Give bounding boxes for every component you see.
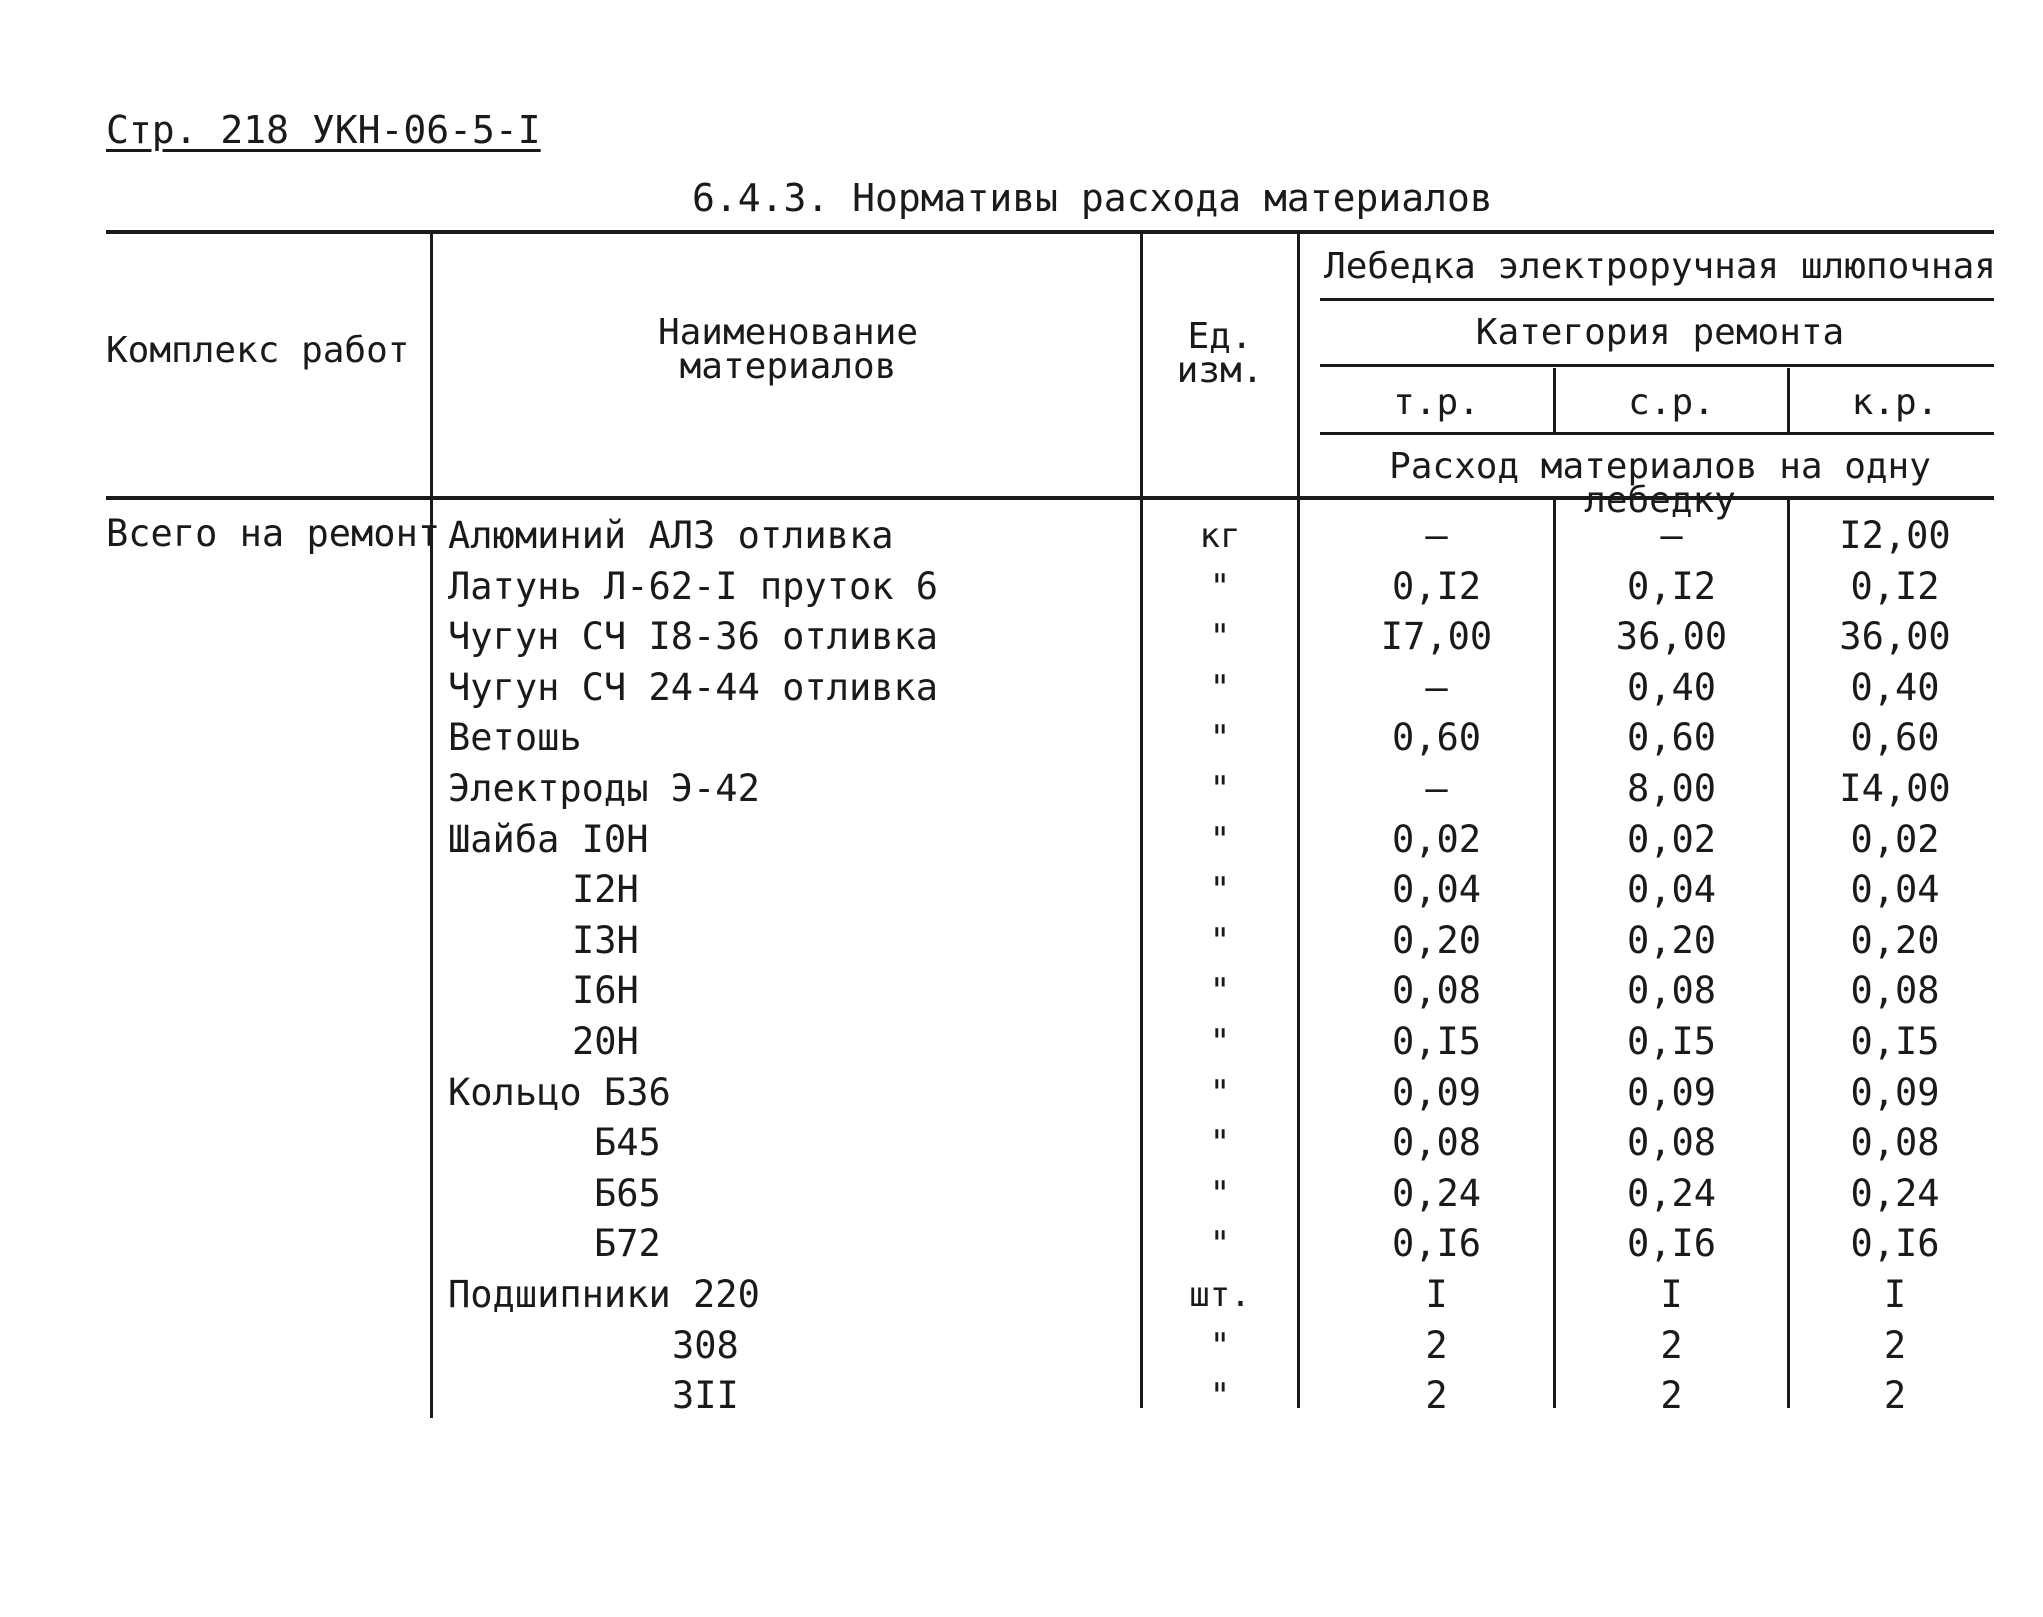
material-name: I2Н: [572, 868, 639, 911]
subcolumn-rule: [1320, 432, 1994, 435]
value-tr: –: [1425, 514, 1448, 557]
value-tr: –: [1425, 666, 1448, 709]
value-kr: 0,24: [1850, 1172, 1940, 1215]
unit-cell: шт.: [1189, 1275, 1251, 1315]
value-kr: I4,00: [1839, 767, 1951, 810]
value-kr: 2: [1883, 1324, 1907, 1367]
value-sr: 0,09: [1626, 1071, 1717, 1114]
header-group: Лебедка электроручная шлюпочная: [1324, 246, 1996, 287]
material-name: Шайба I0Н: [448, 818, 649, 861]
value-kr: 0,08: [1850, 969, 1940, 1012]
header-name-line2: материалов: [679, 346, 897, 387]
material-name: 308: [672, 1324, 739, 1367]
header-col-tr: т.р.: [1393, 382, 1480, 423]
header-unit-line1: Ед.: [1187, 316, 1253, 357]
unit-cell: ": [1209, 769, 1231, 809]
header-col-sr: с.р.: [1628, 382, 1715, 423]
value-sr: 0,20: [1626, 919, 1717, 962]
value-tr: 0,02: [1391, 818, 1482, 861]
header-category: Категория ремонта: [1475, 312, 1845, 353]
value-sr: I: [1660, 1273, 1683, 1316]
material-name: I6Н: [572, 969, 639, 1012]
value-tr: 0,04: [1391, 868, 1482, 911]
unit-cell: ": [1209, 1376, 1231, 1416]
unit-cell: ": [1209, 617, 1231, 657]
material-name: Чугун СЧ 24-44 отливка: [448, 666, 939, 709]
material-name: Алюминий АЛЗ отливка: [448, 514, 894, 557]
value-kr: 0,08: [1850, 1121, 1940, 1164]
value-tr: 2: [1425, 1324, 1448, 1367]
table-title: 6.4.3. Нормативы расхода материалов: [692, 176, 1493, 220]
material-name: Латунь Л-62-I пруток 6: [448, 565, 939, 608]
material-name: Б65: [594, 1172, 661, 1215]
value-tr: 0,20: [1391, 919, 1482, 962]
value-kr: I2,00: [1839, 514, 1951, 557]
value-kr: 0,40: [1850, 666, 1940, 709]
unit-cell: ": [1209, 668, 1231, 708]
value-sr: 0,04: [1626, 868, 1717, 911]
value-tr: 0,24: [1391, 1172, 1482, 1215]
value-sr: 2: [1660, 1374, 1683, 1417]
unit-cell: ": [1209, 870, 1231, 910]
material-name: Электроды Э-42: [448, 767, 760, 810]
value-sr: –: [1660, 514, 1683, 557]
material-name: Кольцо Б36: [448, 1071, 671, 1114]
unit-cell: ": [1209, 718, 1231, 758]
header-consumption: Расход материалов на одну лебедку: [1389, 446, 1931, 521]
value-sr: 0,I2: [1626, 565, 1717, 608]
value-tr: I7,00: [1380, 615, 1493, 658]
unit-cell: ": [1209, 567, 1231, 607]
header-complex: Комплекс работ: [106, 330, 410, 371]
value-tr: 2: [1425, 1374, 1448, 1417]
column-divider-complex: [430, 232, 433, 1418]
group-rule: [1320, 298, 1994, 301]
category-rule: [1320, 364, 1994, 367]
material-name: Б72: [594, 1222, 661, 1265]
value-sr: 0,08: [1626, 1121, 1717, 1164]
value-kr: 0,60: [1850, 716, 1940, 759]
value-sr: 0,60: [1626, 716, 1717, 759]
unit-cell: ": [1209, 1022, 1231, 1062]
unit-cell: ": [1209, 820, 1231, 860]
value-kr: 0,I2: [1850, 565, 1940, 608]
header-unit-line2: изм.: [1176, 350, 1264, 391]
unit-cell: ": [1209, 971, 1231, 1011]
value-kr: 0,I5: [1850, 1020, 1940, 1063]
value-tr: 0,I6: [1391, 1222, 1482, 1265]
unit-cell: ": [1209, 1326, 1231, 1366]
value-sr: 8,00: [1626, 767, 1717, 810]
value-kr: 0,I6: [1850, 1222, 1940, 1265]
material-name: 20Н: [572, 1020, 639, 1063]
value-tr: I: [1425, 1273, 1448, 1316]
value-sr: 2: [1660, 1324, 1683, 1367]
material-name: 3II: [672, 1374, 739, 1417]
value-tr: 0,08: [1391, 969, 1482, 1012]
unit-cell: ": [1209, 921, 1231, 961]
value-tr: 0,09: [1391, 1071, 1482, 1114]
value-tr: 0,I2: [1391, 565, 1482, 608]
value-sr: 0,40: [1626, 666, 1717, 709]
unit-cell: ": [1209, 1123, 1231, 1163]
material-name: Б45: [594, 1121, 661, 1164]
value-kr: 0,20: [1850, 919, 1940, 962]
value-kr: I: [1883, 1273, 1907, 1316]
value-tr: 0,60: [1391, 716, 1482, 759]
header-name-line1: Наименование: [657, 312, 919, 353]
value-tr: 0,I5: [1391, 1020, 1482, 1063]
value-sr: 0,I6: [1626, 1222, 1717, 1265]
value-kr: 0,04: [1850, 868, 1940, 911]
value-sr: 0,24: [1626, 1172, 1717, 1215]
page-reference: Стр. 218 УКН-06-5-I: [106, 108, 541, 152]
complex-value: Всего на ремонт: [106, 512, 441, 555]
value-kr: 0,02: [1850, 818, 1940, 861]
material-name: Ветошь: [448, 716, 582, 759]
material-name: Чугун СЧ I8-36 отливка: [448, 615, 939, 658]
value-tr: 0,08: [1391, 1121, 1482, 1164]
unit-cell: ": [1209, 1073, 1231, 1113]
column-divider-unit: [1297, 232, 1300, 1408]
value-sr: 0,02: [1626, 818, 1717, 861]
table-top-rule: [106, 230, 1994, 234]
value-sr: 36,00: [1615, 615, 1728, 658]
unit-cell: ": [1209, 1174, 1231, 1214]
unit-cell: кг: [1199, 516, 1241, 556]
value-sr: 0,I5: [1626, 1020, 1717, 1063]
value-sr: 0,08: [1626, 969, 1717, 1012]
header-col-kr: к.р.: [1851, 382, 1939, 423]
value-kr: 2: [1883, 1374, 1907, 1417]
value-kr: 0,09: [1850, 1071, 1940, 1114]
value-kr: 36,00: [1839, 615, 1951, 658]
unit-cell: ": [1209, 1224, 1231, 1264]
material-name: I3Н: [572, 919, 639, 962]
material-name: Подшипники 220: [448, 1273, 760, 1316]
value-tr: –: [1425, 767, 1448, 810]
